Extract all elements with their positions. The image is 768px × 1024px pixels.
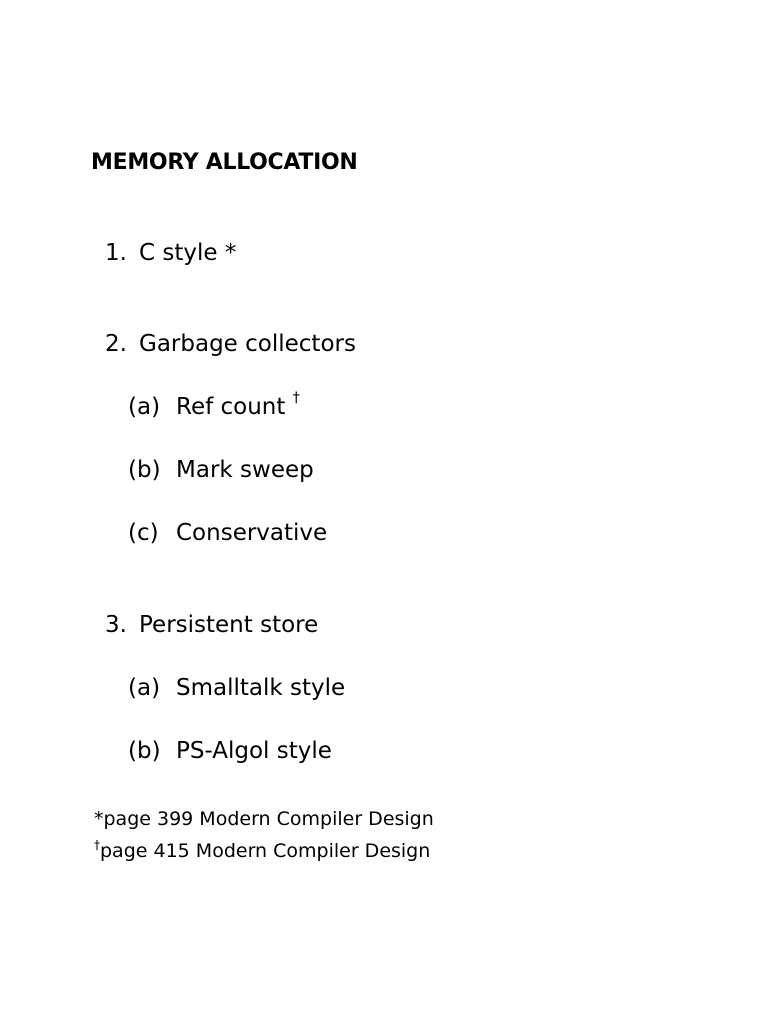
footnote-mark: †	[94, 838, 100, 852]
item-number: 2.	[105, 331, 127, 357]
footnote	[94, 808, 434, 830]
item-number: 3.	[105, 612, 127, 638]
item-letter: (c)	[128, 520, 159, 546]
item-text: Conservative	[176, 520, 328, 546]
item-text: C style *	[139, 240, 237, 266]
footnote-text: page 399 Modern Compiler Design	[103, 808, 434, 830]
item-text: Persistent store	[139, 612, 319, 638]
footnote-text: page 415 Modern Compiler Design	[100, 840, 431, 862]
footnote-marker: *	[224, 240, 237, 266]
item-letter: (a)	[128, 675, 161, 701]
item-text: Smalltalk style	[176, 675, 346, 701]
item-letter: (b)	[128, 457, 161, 483]
item-text: Garbage collectors	[139, 331, 356, 357]
item-letter: (b)	[128, 738, 161, 764]
footnote-marker: †	[292, 390, 300, 406]
item-text: PS-Algol style	[176, 738, 332, 764]
item-text: Ref count †	[176, 390, 300, 420]
item-text: Mark sweep	[176, 457, 314, 483]
item-letter: (a)	[128, 394, 161, 420]
page-title: MEMORY ALLOCATION	[91, 150, 358, 175]
footnote-mark: *	[94, 808, 104, 830]
item-number: 1.	[105, 240, 127, 266]
footnote	[94, 840, 430, 862]
